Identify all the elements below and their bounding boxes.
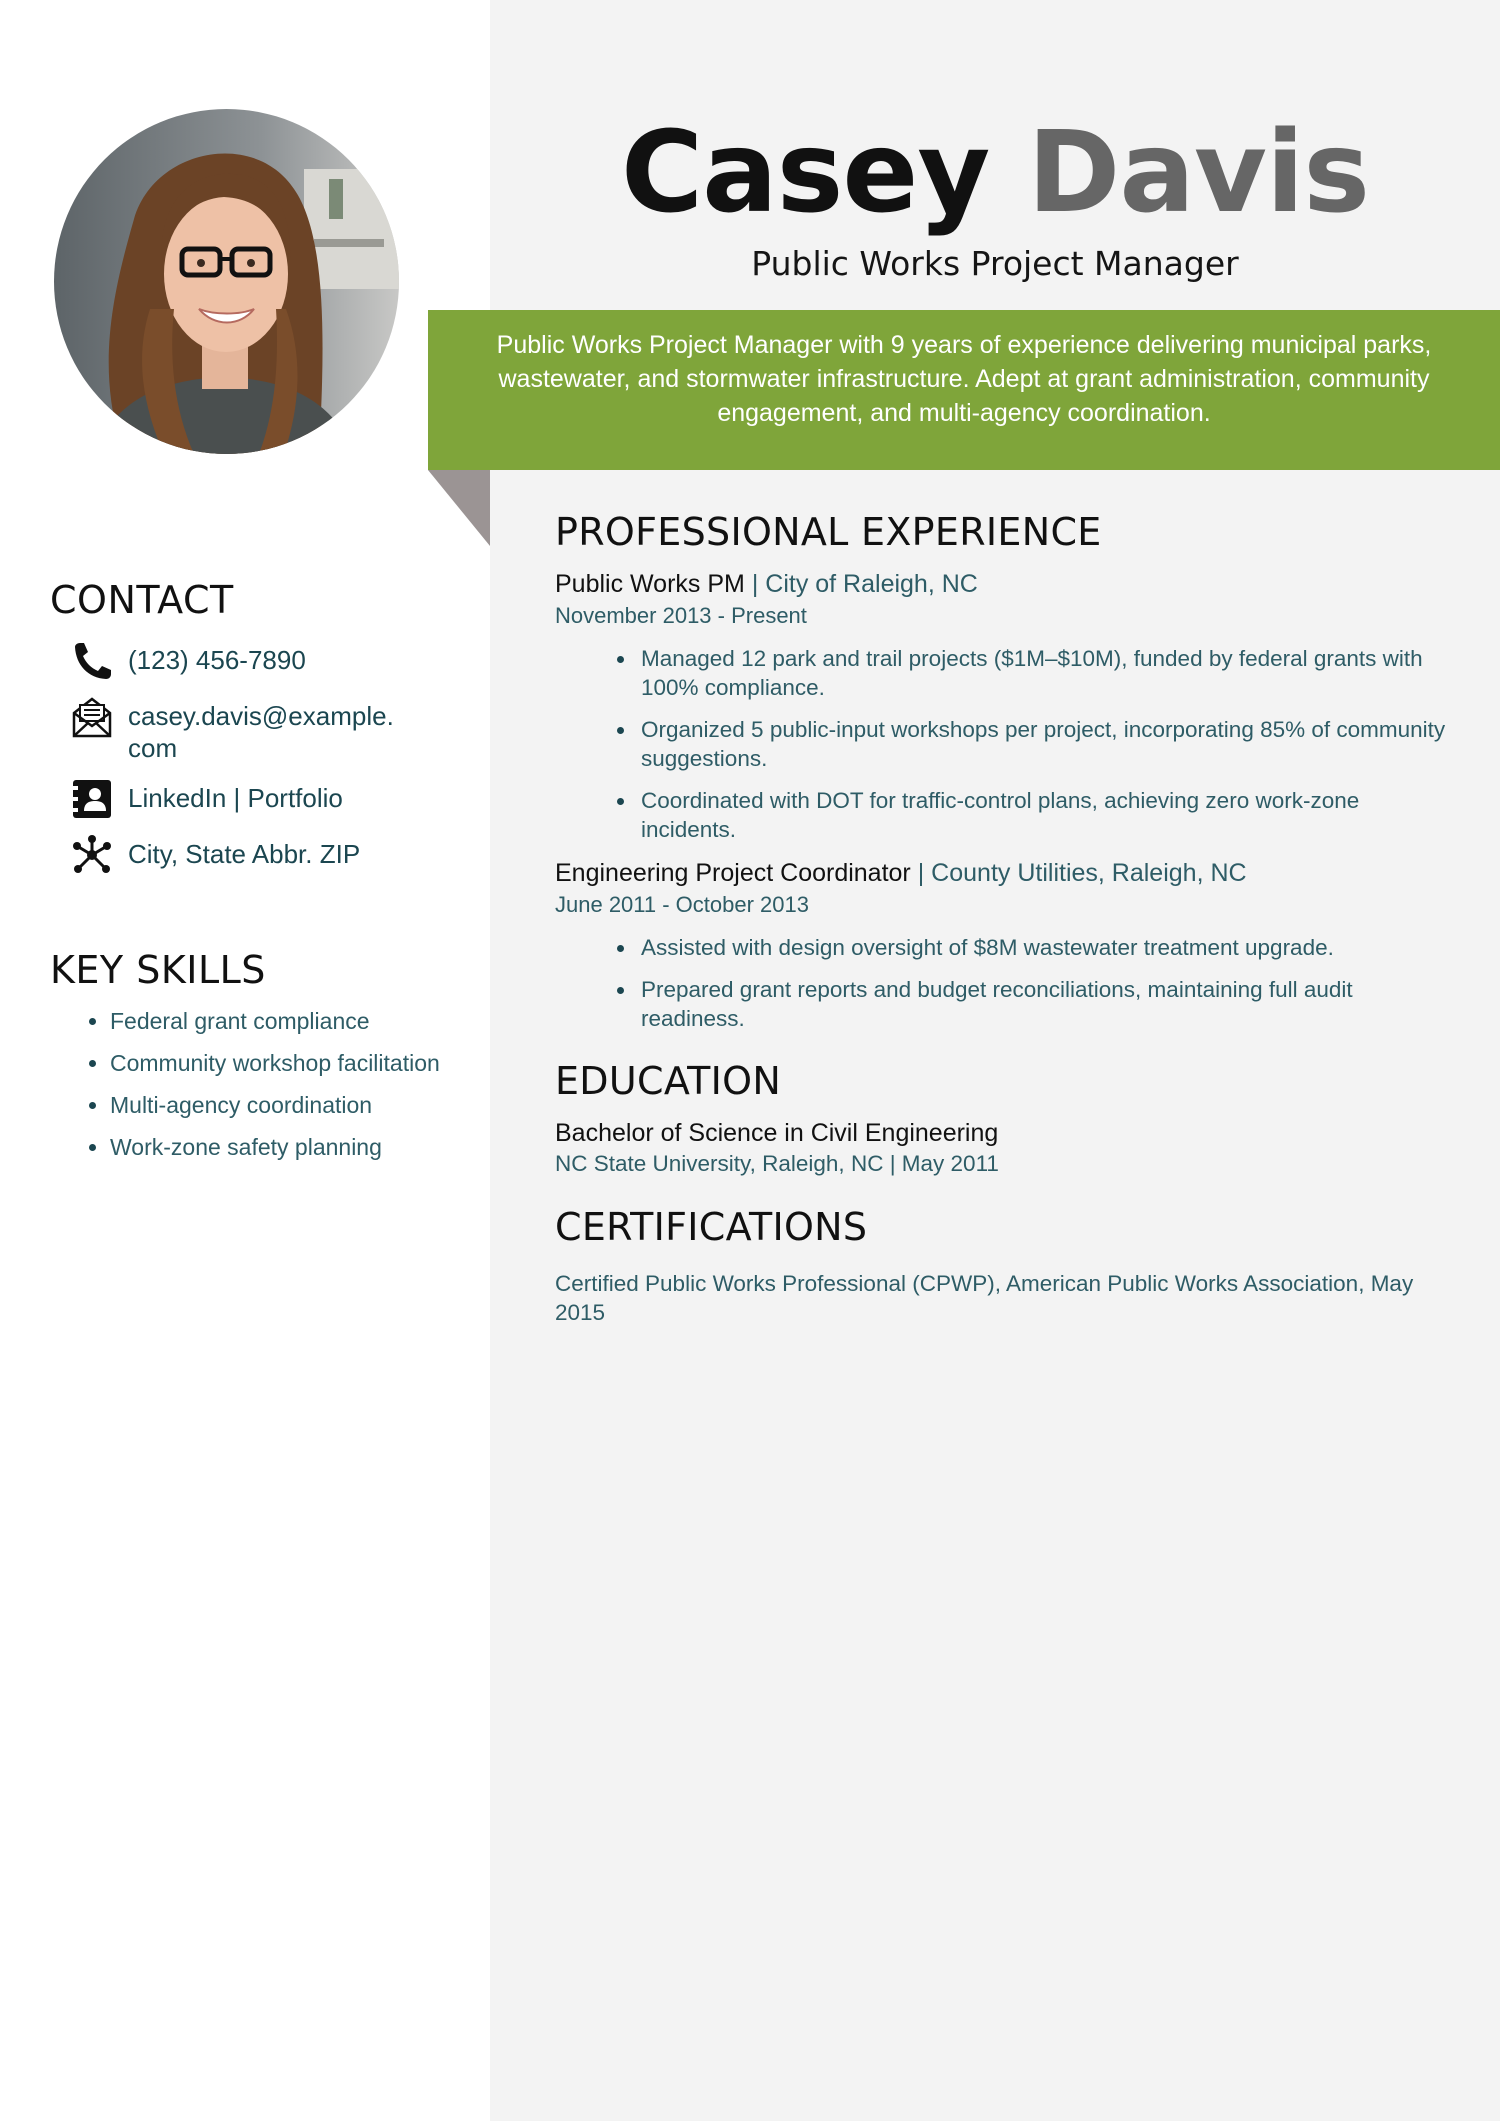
contact-location [70,834,410,876]
linkedin-portfolio-link[interactable]: LinkedIn | Portfolio [128,783,343,813]
contact-phone [70,640,410,682]
key-skills-heading: KEY SKILLS [50,948,266,992]
job-entry [555,568,1455,844]
skill-item: • Multi-agency coordination [110,1090,440,1120]
school: NC State University, Raleigh, NC | May 2011 [555,1151,999,1176]
main-column [555,510,1455,1327]
job-bullet: • Coordinated with DOT for traffic-control plans, achieving zero work-zone incidents. [637,786,1455,844]
job-bullet: • Managed 12 park and trail projects ($1M–$10M), funded by federal grants with 100% compliance. [637,644,1455,702]
sidebar [0,0,490,2121]
degree: Bachelor of Science in Civil Engineering [555,1119,999,1147]
certifications-heading: CERTIFICATIONS [555,1205,868,1249]
job-entry [555,857,1455,1033]
experience-heading: PROFESSIONAL EXPERIENCE [555,510,1102,554]
email-icon [70,696,114,738]
job-header [555,568,1455,600]
education-heading: EDUCATION [555,1059,782,1103]
contact-list [70,640,410,890]
job-title: Public Works Project Manager [751,244,1239,283]
job-bullet: • Assisted with design oversight of $8M wastewater treatment upgrade. [637,933,1455,962]
job-bullets [555,644,1455,844]
contact-links [70,778,410,820]
job-separator: | [917,859,925,887]
job-bullet: • Organized 5 public-input workshops per project, incorporating 85% of community suggestions. [637,715,1455,773]
contact-email [70,696,410,764]
profile-card-icon [70,778,114,820]
job-dates: June 2011 - October 2013 [555,892,809,917]
banner-fold-decoration [428,470,490,546]
job-role: Engineering Project Coordinator [555,859,911,887]
job-bullet: • Prepared grant reports and budget reconciliations, maintaining full audit readiness. [637,975,1455,1033]
skill-item: • Work-zone safety planning [110,1132,440,1162]
last-name: Davis [1027,108,1369,238]
job-bullets [555,933,1455,1033]
contact-heading: CONTACT [50,578,234,622]
skill-item: • Community workshop facilitation [110,1048,440,1078]
summary-text: Public Works Project Manager with 9 years of experience delivering municipal parks, wastewater, and stormwater infrastructure. Adept at grant administration, community engagement, and multi-agency coordination. [496,331,1432,427]
email-address[interactable]: casey.davis@example. com [128,701,394,763]
job-dates: November 2013 - Present [555,603,807,628]
job-role: Public Works PM [555,570,745,598]
profile-photo-illustration [54,109,399,454]
network-icon [70,834,114,876]
profile-photo [54,109,399,454]
certification-text: Certified Public Works Professional (CPWP), American Public Works Association, May 2015 [555,1271,1414,1325]
skill-item: • Federal grant compliance [110,1006,440,1036]
summary-banner [428,310,1500,470]
first-name: Casey [620,108,990,238]
phone-icon [70,640,114,682]
job-header [555,857,1455,889]
job-organization: County Utilities, Raleigh, NC [931,859,1247,887]
job-organization: City of Raleigh, NC [765,570,978,598]
job-separator: | [751,570,759,598]
skills-list [70,1006,440,1174]
candidate-name [490,108,1500,238]
phone-number[interactable]: (123) 456-7890 [128,645,306,675]
location-text: City, State Abbr. ZIP [128,839,361,869]
